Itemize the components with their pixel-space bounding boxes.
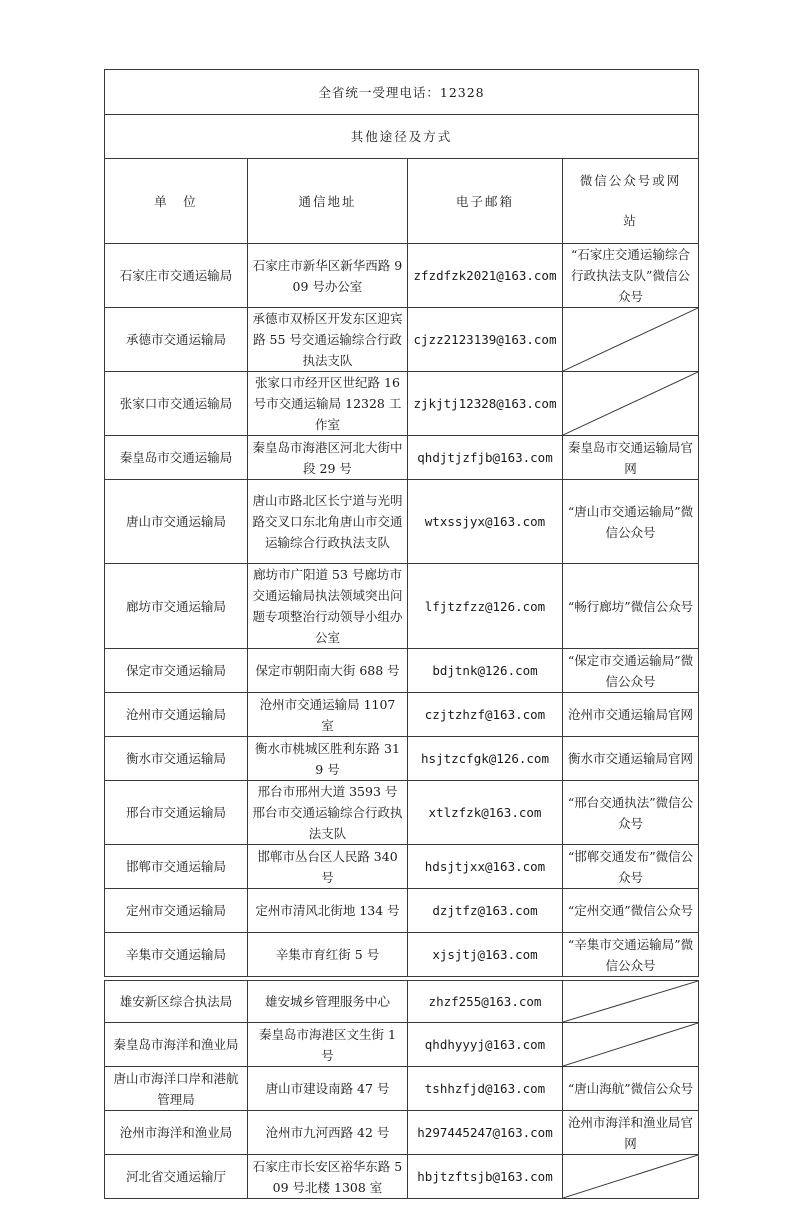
table-row	[105, 480, 699, 564]
table-row	[105, 1067, 699, 1111]
address-cell: 廊坊市广阳道 53 号廊坊市交通运输局执法领域突出问题专项整治行动领导小组办公室	[248, 564, 408, 649]
column-header-row	[105, 159, 699, 244]
email-cell: cjzz2123139@163.com	[408, 308, 563, 372]
table-row	[105, 1155, 699, 1199]
table-row	[105, 436, 699, 480]
email-cell: czjtzhzf@163.com	[408, 693, 563, 737]
table-row	[105, 933, 699, 977]
unit-cell: 衡水市交通运输局	[105, 737, 248, 781]
email-cell: hdsjtjxx@163.com	[408, 845, 563, 889]
wechat-cell: “保定市交通运输局”微信公众号	[563, 649, 699, 693]
table-row	[105, 981, 699, 1023]
email-cell: xjsjtj@163.com	[408, 933, 563, 977]
wechat-cell: “邢台交通执法”微信公众号	[563, 781, 699, 845]
address-cell: 沧州市九河西路 42 号	[248, 1111, 408, 1155]
table-row	[105, 737, 699, 781]
unit-cell: 唐山市海洋口岸和港航管理局	[105, 1067, 248, 1111]
unit-cell: 邢台市交通运输局	[105, 781, 248, 845]
wechat-cell: “辛集市交通运输局”微信公众号	[563, 933, 699, 977]
email-cell: zfzdfzk2021@163.com	[408, 244, 563, 308]
email-cell: qhdhyyyj@163.com	[408, 1023, 563, 1067]
wechat-cell: “邯郸交通发布”微信公众号	[563, 845, 699, 889]
column-header-address: 通信地址	[248, 159, 408, 244]
unit-cell: 石家庄市交通运输局	[105, 244, 248, 308]
diagonal-slash	[563, 1023, 698, 1066]
diagonal-slash	[563, 372, 698, 435]
unit-cell: 承德市交通运输局	[105, 308, 248, 372]
email-cell: zhzf255@163.com	[408, 981, 563, 1023]
column-header-email: 电子邮箱	[408, 159, 563, 244]
unit-cell: 廊坊市交通运输局	[105, 564, 248, 649]
address-cell: 唐山市路北区长宁道与光明路交叉口东北角唐山市交通运输综合行政执法支队	[248, 480, 408, 564]
table-row	[105, 244, 699, 308]
table-row	[105, 649, 699, 693]
wechat-cell: 沧州市海洋和渔业局官网	[563, 1111, 699, 1155]
address-cell: 秦皇岛市海港区河北大街中段 29 号	[248, 436, 408, 480]
address-cell: 沧州市交通运输局 1107 室	[248, 693, 408, 737]
unit-cell: 邯郸市交通运输局	[105, 845, 248, 889]
unit-cell: 辛集市交通运输局	[105, 933, 248, 977]
email-cell: hbjtzftsjb@163.com	[408, 1155, 563, 1199]
table-row	[105, 845, 699, 889]
email-cell: zjkjtj12328@163.com	[408, 372, 563, 436]
wechat-cell: 衡水市交通运输局官网	[563, 737, 699, 781]
address-cell: 石家庄市新华区新华西路 909 号办公室	[248, 244, 408, 308]
diagonal-slash	[563, 1155, 698, 1198]
unit-cell: 沧州市交通运输局	[105, 693, 248, 737]
empty-cell-slash	[563, 981, 699, 1023]
table-row	[105, 372, 699, 436]
address-cell: 承德市双桥区开发东区迎宾路 55 号交通运输综合行政执法支队	[248, 308, 408, 372]
unit-cell: 保定市交通运输局	[105, 649, 248, 693]
table-row	[105, 564, 699, 649]
address-cell: 石家庄市长安区裕华东路 509 号北楼 1308 室	[248, 1155, 408, 1199]
wechat-cell: “畅行廊坊”微信公众号	[563, 564, 699, 649]
address-cell: 保定市朝阳南大街 688 号	[248, 649, 408, 693]
diagonal-slash	[563, 308, 698, 371]
empty-cell-slash	[563, 1155, 699, 1199]
wechat-cell: 沧州市交通运输局官网	[563, 693, 699, 737]
address-cell: 唐山市建设南路 47 号	[248, 1067, 408, 1111]
unit-cell: 秦皇岛市海洋和渔业局	[105, 1023, 248, 1067]
address-cell: 衡水市桃城区胜利东路 319 号	[248, 737, 408, 781]
unit-cell: 沧州市海洋和渔业局	[105, 1111, 248, 1155]
email-cell: xtlzfzk@163.com	[408, 781, 563, 845]
address-cell: 雄安城乡管理服务中心	[248, 981, 408, 1023]
email-cell: tshhzfjd@163.com	[408, 1067, 563, 1111]
subtitle-row	[105, 115, 699, 159]
column-header-wechat: 微信公众号或网站	[563, 159, 699, 244]
diagonal-slash	[563, 981, 698, 1022]
wechat-cell: “石家庄交通运输综合行政执法支队”微信公众号	[563, 244, 699, 308]
address-cell: 邯郸市丛台区人民路 340 号	[248, 845, 408, 889]
title-row	[105, 70, 699, 115]
wechat-cell: 秦皇岛市交通运输局官网	[563, 436, 699, 480]
address-cell: 辛集市育红街 5 号	[248, 933, 408, 977]
email-cell: qhdjtjzfjb@163.com	[408, 436, 563, 480]
email-cell: wtxssjyx@163.com	[408, 480, 563, 564]
empty-cell-slash	[563, 1023, 699, 1067]
table-row	[105, 693, 699, 737]
empty-cell-slash	[563, 308, 699, 372]
address-cell: 秦皇岛市海港区文生街 1 号	[248, 1023, 408, 1067]
unit-cell: 张家口市交通运输局	[105, 372, 248, 436]
contact-table	[104, 69, 699, 1199]
address-cell: 邢台市邢州大道 3593 号邢台市交通运输综合行政执法支队	[248, 781, 408, 845]
unit-cell: 河北省交通运输厅	[105, 1155, 248, 1199]
unit-cell: 雄安新区综合执法局	[105, 981, 248, 1023]
address-cell: 定州市清风北街地 134 号	[248, 889, 408, 933]
empty-cell-slash	[563, 372, 699, 436]
email-cell: dzjtfz@163.com	[408, 889, 563, 933]
email-cell: h297445247@163.com	[408, 1111, 563, 1155]
email-cell: hsjtzcfgk@126.com	[408, 737, 563, 781]
address-cell: 张家口市经开区世纪路 16 号市交通运输局 12328 工作室	[248, 372, 408, 436]
table-row	[105, 889, 699, 933]
email-cell: bdjtnk@126.com	[408, 649, 563, 693]
wechat-cell: “唐山市交通运输局”微信公众号	[563, 480, 699, 564]
section-subtitle: 其他途径及方式	[105, 115, 699, 159]
table-row	[105, 1023, 699, 1067]
hotline-title: 全省统一受理电话：12328	[105, 70, 699, 115]
table-row	[105, 781, 699, 845]
email-cell: lfjtzfzz@126.com	[408, 564, 563, 649]
table-row	[105, 1111, 699, 1155]
unit-cell: 秦皇岛市交通运输局	[105, 436, 248, 480]
wechat-cell: “唐山海航”微信公众号	[563, 1067, 699, 1111]
table-row	[105, 308, 699, 372]
unit-cell: 定州市交通运输局	[105, 889, 248, 933]
wechat-cell: “定州交通”微信公众号	[563, 889, 699, 933]
unit-cell: 唐山市交通运输局	[105, 480, 248, 564]
column-header-unit: 单 位	[105, 159, 248, 244]
